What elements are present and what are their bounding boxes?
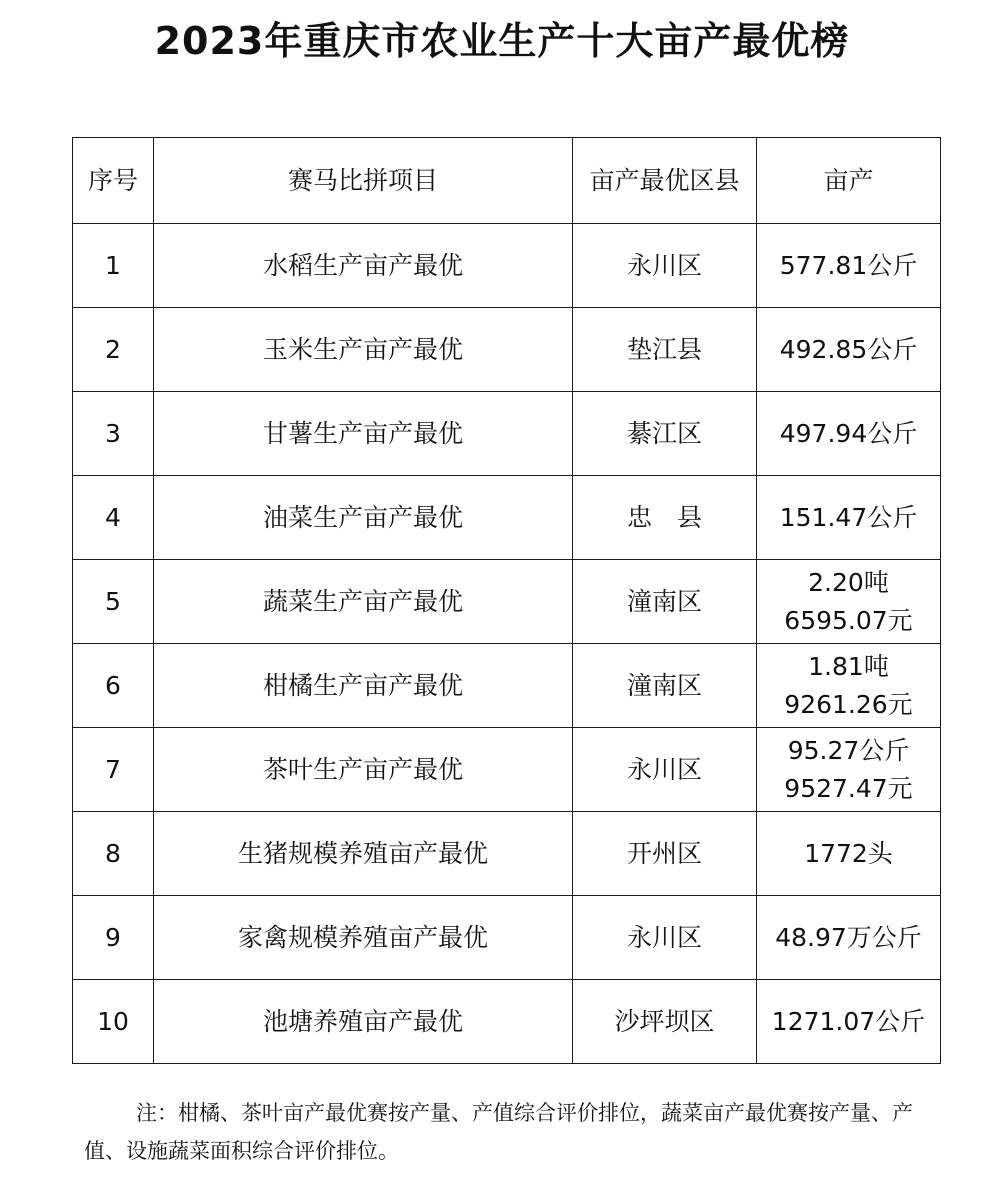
table-body — [73, 224, 941, 1064]
yield-value: 1271.07公斤 — [771, 1006, 926, 1036]
cell-project: 油菜生产亩产最优 — [154, 476, 573, 560]
yield-value: 577.81公斤 — [779, 250, 918, 280]
cell-serial-number: 6 — [73, 644, 154, 728]
footnote: 注：柑橘、茶叶亩产最优赛按产量、产值综合评价排位，蔬菜亩产最优赛按产量、产值、设施蔬菜面积综合评价排位。 — [84, 1101, 913, 1163]
yield-value: 1772头 — [804, 838, 893, 868]
cell-serial-number: 7 — [73, 728, 154, 812]
yield-value: 151.47公斤 — [779, 502, 918, 532]
cell-district: 垫江县 — [573, 308, 757, 392]
yield-value: 1.81吨 — [808, 651, 889, 681]
cell-yield — [757, 476, 941, 560]
cell-yield — [757, 644, 941, 728]
cell-district: 綦江区 — [573, 392, 757, 476]
header-best-district: 亩产最优区县 — [573, 138, 757, 224]
yield-value: 9261.26元 — [784, 689, 913, 719]
cell-serial-number: 2 — [73, 308, 154, 392]
header-yield-per-mu: 亩产 — [757, 138, 941, 224]
cell-project: 茶叶生产亩产最优 — [154, 728, 573, 812]
table-row — [73, 392, 941, 476]
cell-district: 开州区 — [573, 812, 757, 896]
cell-yield — [757, 896, 941, 980]
cell-district: 忠 县 — [573, 476, 757, 560]
yield-value: 9527.47元 — [784, 773, 913, 803]
ranking-table — [72, 137, 941, 1064]
header-serial-number: 序号 — [73, 138, 154, 224]
table-row — [73, 308, 941, 392]
yield-value: 497.94公斤 — [779, 418, 918, 448]
cell-serial-number: 4 — [73, 476, 154, 560]
cell-project: 玉米生产亩产最优 — [154, 308, 573, 392]
cell-serial-number: 9 — [73, 896, 154, 980]
cell-yield — [757, 224, 941, 308]
cell-serial-number: 5 — [73, 560, 154, 644]
cell-district: 潼南区 — [573, 560, 757, 644]
cell-district: 沙坪坝区 — [573, 980, 757, 1064]
table-row — [73, 560, 941, 644]
cell-yield — [757, 560, 941, 644]
cell-project: 柑橘生产亩产最优 — [154, 644, 573, 728]
table-row — [73, 728, 941, 812]
cell-district: 潼南区 — [573, 644, 757, 728]
yield-value: 492.85公斤 — [779, 334, 918, 364]
cell-serial-number: 10 — [73, 980, 154, 1064]
table-row — [73, 476, 941, 560]
cell-yield — [757, 980, 941, 1064]
header-competition-project: 赛马比拼项目 — [154, 138, 573, 224]
table-row — [73, 812, 941, 896]
cell-district: 永川区 — [573, 224, 757, 308]
cell-yield — [757, 812, 941, 896]
cell-project: 甘薯生产亩产最优 — [154, 392, 573, 476]
cell-serial-number: 1 — [73, 224, 154, 308]
cell-project: 家禽规模养殖亩产最优 — [154, 896, 573, 980]
cell-yield — [757, 728, 941, 812]
cell-project: 蔬菜生产亩产最优 — [154, 560, 573, 644]
yield-value: 48.97万公斤 — [775, 922, 922, 952]
yield-value: 6595.07元 — [784, 605, 913, 635]
cell-project: 生猪规模养殖亩产最优 — [154, 812, 573, 896]
cell-yield — [757, 392, 941, 476]
cell-project: 水稻生产亩产最优 — [154, 224, 573, 308]
cell-serial-number: 3 — [73, 392, 154, 476]
yield-value: 2.20吨 — [808, 567, 889, 597]
table-header-row — [73, 138, 941, 224]
cell-project: 池塘养殖亩产最优 — [154, 980, 573, 1064]
table-row — [73, 644, 941, 728]
table-row — [73, 896, 941, 980]
cell-district: 永川区 — [573, 896, 757, 980]
table-row — [73, 980, 941, 1064]
page-title: 2023年重庆市农业生产十大亩产最优榜 — [154, 19, 850, 63]
cell-yield — [757, 308, 941, 392]
yield-value: 95.27公斤 — [787, 735, 910, 765]
cell-district: 永川区 — [573, 728, 757, 812]
table-row — [73, 224, 941, 308]
cell-serial-number: 8 — [73, 812, 154, 896]
